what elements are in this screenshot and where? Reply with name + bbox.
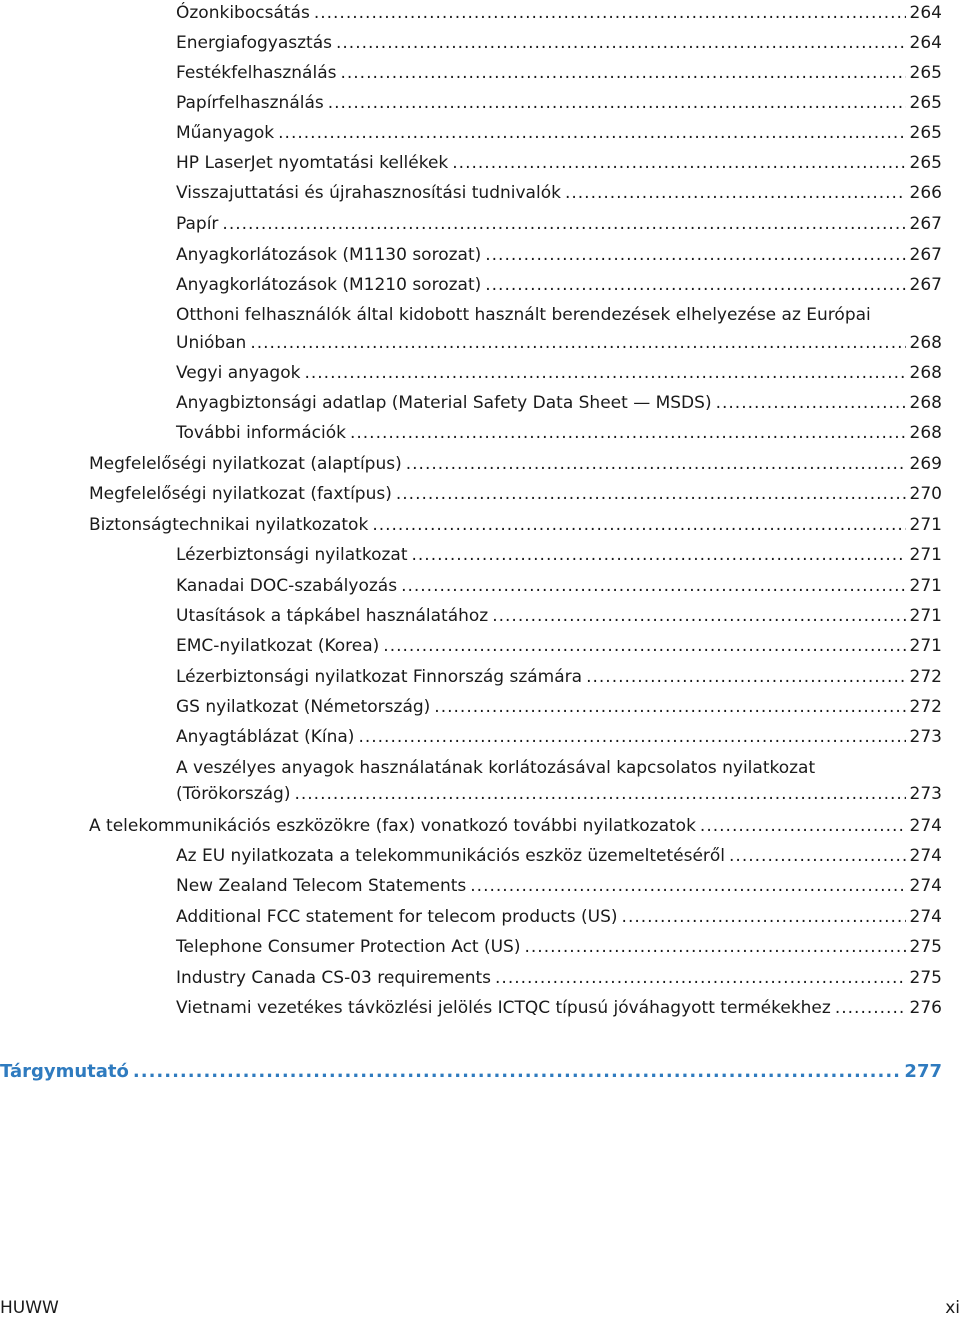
toc-entry-title: További információk <box>176 423 346 443</box>
toc-entry[interactable] <box>176 696 942 718</box>
toc-entry-title: Festékfelhasználás <box>176 63 337 83</box>
toc-entry[interactable] <box>176 304 942 354</box>
toc-entry-title-line1: A veszélyes anyagok használatának korlátozásával kapcsolatos nyilatkozat <box>176 758 816 778</box>
toc-entry-page: 275 <box>909 937 942 957</box>
toc-entry-page: 274 <box>909 816 942 836</box>
toc-entry-page: 267 <box>909 275 942 295</box>
toc-entry-page: 265 <box>909 63 942 83</box>
toc-entry-page: 271 <box>909 576 942 596</box>
toc-entry-title: Anyagtáblázat (Kína) <box>176 727 355 747</box>
toc-entry-page: 273 <box>909 727 942 747</box>
toc-entry-title: Kanadai DOC-szabályozás <box>176 576 398 596</box>
toc-entry-page: 270 <box>909 484 942 504</box>
toc-entry-title: Az EU nyilatkozata a telekommunikációs eszköz üzemeltetéséről <box>176 846 726 866</box>
dot-leader <box>133 1061 901 1083</box>
dot-leader <box>470 875 905 897</box>
toc-entry-page: 275 <box>909 968 942 988</box>
toc-entry-page: 268 <box>909 363 942 383</box>
dot-leader <box>485 244 905 266</box>
toc-entry[interactable] <box>176 544 942 566</box>
toc-entry[interactable] <box>176 997 942 1019</box>
toc-entry-title: Ózonkibocsátás <box>176 3 310 23</box>
toc-entry-title: Anyagkorlátozások (M1210 sorozat) <box>176 275 482 295</box>
toc-entry-page: 274 <box>909 907 942 927</box>
toc-entry-title: HP LaserJet nyomtatási kellékek <box>176 153 449 173</box>
toc-entry-title: New Zealand Telecom Statements <box>176 876 467 896</box>
toc-entry-page: 271 <box>909 606 942 626</box>
dot-leader <box>452 152 905 174</box>
toc-entry-page: 266 <box>909 183 942 203</box>
dot-leader <box>383 635 905 657</box>
toc-entry-title: Műanyagok <box>176 123 275 143</box>
toc-entry[interactable] <box>176 875 942 897</box>
dot-leader <box>716 392 906 414</box>
toc-entry[interactable] <box>176 422 942 444</box>
toc-entry[interactable] <box>176 936 942 958</box>
toc-entry-title: Energiafogyasztás <box>176 33 332 53</box>
dot-leader <box>314 2 906 24</box>
toc-entry[interactable] <box>176 213 942 235</box>
dot-leader <box>250 332 905 354</box>
toc-entry[interactable] <box>176 92 942 114</box>
toc-entry-title: Biztonságtechnikai nyilatkozatok <box>89 515 369 535</box>
dot-leader <box>304 362 905 384</box>
toc-entry-page: 264 <box>909 33 942 53</box>
toc-entry-page: 268 <box>909 333 942 353</box>
toc-entry-title: Lézerbiztonsági nyilatkozat <box>176 545 408 565</box>
toc-entry-page: 268 <box>909 393 942 413</box>
toc-entry[interactable] <box>89 453 942 475</box>
toc-entry-title: EMC-nyilatkozat (Korea) <box>176 636 380 656</box>
toc-entry[interactable] <box>176 757 942 805</box>
index-title: Tárgymutató <box>0 1061 129 1082</box>
toc-entry[interactable] <box>89 483 942 505</box>
toc-entry[interactable] <box>176 182 942 204</box>
dot-leader <box>434 696 905 718</box>
toc-entry-title: Megfelelőségi nyilatkozat (faxtípus) <box>89 484 392 504</box>
toc-index-entry[interactable] <box>0 1061 942 1083</box>
dot-leader <box>278 122 905 144</box>
dot-leader <box>358 726 905 748</box>
toc-entry[interactable] <box>176 575 942 597</box>
toc-entry[interactable] <box>176 62 942 84</box>
toc-entry-page: 267 <box>909 214 942 234</box>
toc-entry-page: 273 <box>909 784 942 804</box>
toc-entry[interactable] <box>176 244 942 266</box>
toc-entry-title: Lézerbiztonsági nyilatkozat Finnország számára <box>176 667 583 687</box>
dot-leader <box>524 936 905 958</box>
toc-entry-page: 276 <box>909 998 942 1018</box>
toc-entry-page: 265 <box>909 93 942 113</box>
toc-entry-title-line1: Otthoni felhasználók által kidobott használt berendezések elhelyezése az Európai <box>176 305 871 325</box>
toc-entry-title: GS nyilatkozat (Németország) <box>176 697 431 717</box>
dot-leader <box>222 213 905 235</box>
toc-entry-title: Additional FCC statement for telecom products (US) <box>176 907 618 927</box>
dot-leader <box>406 453 906 475</box>
dot-leader <box>328 92 906 114</box>
toc-entry-page: 264 <box>909 3 942 23</box>
toc-entry[interactable] <box>89 815 942 837</box>
toc-entry[interactable] <box>176 845 942 867</box>
dot-leader <box>396 483 906 505</box>
footer-page-number: xi <box>945 1298 960 1318</box>
toc-entry-title: Unióban <box>176 333 247 353</box>
dot-leader <box>401 575 905 597</box>
toc-entry-page: 267 <box>909 245 942 265</box>
dot-leader <box>495 967 906 989</box>
toc-entry-title: Industry Canada CS-03 requirements <box>176 968 492 988</box>
toc-entry-page: 265 <box>909 153 942 173</box>
toc-entry[interactable] <box>176 635 942 657</box>
toc-entry[interactable] <box>176 152 942 174</box>
toc-entry-page: 272 <box>909 667 942 687</box>
toc-entry-title: Utasítások a tápkábel használatához <box>176 606 489 626</box>
toc-entry-page: 269 <box>909 454 942 474</box>
dot-leader <box>586 666 905 688</box>
toc-entry-title: Telephone Consumer Protection Act (US) <box>176 937 521 957</box>
toc-entry[interactable] <box>176 32 942 54</box>
dot-leader <box>729 845 906 867</box>
toc-entry-title: Vietnami vezetékes távközlési jelölés ICTQC típusú jóváhagyott termékekhez <box>176 998 831 1018</box>
dot-leader <box>835 997 906 1019</box>
toc-entry-page: 271 <box>909 636 942 656</box>
dot-leader <box>336 32 906 54</box>
toc-entry[interactable] <box>176 392 942 414</box>
toc-entry-title: Papír <box>176 214 219 234</box>
dot-leader <box>485 274 905 296</box>
toc-entry-page: 274 <box>909 846 942 866</box>
dot-leader <box>565 182 906 204</box>
dot-leader <box>411 544 905 566</box>
toc-entry-page: 268 <box>909 423 942 443</box>
dot-leader <box>622 906 906 928</box>
toc-entry-page: 271 <box>909 515 942 535</box>
toc-entry-page: 272 <box>909 697 942 717</box>
dot-leader <box>350 422 906 444</box>
toc-entry[interactable] <box>176 274 942 296</box>
toc-entry[interactable] <box>176 605 942 627</box>
dot-leader <box>294 783 905 805</box>
toc-entry-title: (Törökország) <box>176 784 291 804</box>
toc-entry-page: 265 <box>909 123 942 143</box>
toc-entry-page: 271 <box>909 545 942 565</box>
footer-language-code: HUWW <box>0 1298 59 1318</box>
dot-leader <box>700 815 906 837</box>
toc-entry-title: Papírfelhasználás <box>176 93 324 113</box>
toc-entry[interactable] <box>176 726 942 748</box>
toc-entry[interactable] <box>89 514 942 536</box>
toc-entry[interactable] <box>176 362 942 384</box>
toc-entry[interactable] <box>176 906 942 928</box>
toc-entry-title: Anyagkorlátozások (M1130 sorozat) <box>176 245 482 265</box>
dot-leader <box>340 62 905 84</box>
toc-entry-title: Megfelelőségi nyilatkozat (alaptípus) <box>89 454 402 474</box>
dot-leader <box>492 605 905 627</box>
toc-entry[interactable] <box>176 967 942 989</box>
dot-leader <box>372 514 905 536</box>
toc-entry-title: Vegyi anyagok <box>176 363 301 383</box>
toc-entry-page: 274 <box>909 876 942 896</box>
toc-entry[interactable] <box>176 666 942 688</box>
toc-entry-title: A telekommunikációs eszközökre (fax) vonatkozó további nyilatkozatok <box>89 816 696 836</box>
index-page: 277 <box>904 1061 942 1082</box>
toc-entry-title: Anyagbiztonsági adatlap (Material Safety Data Sheet — MSDS) <box>176 393 712 413</box>
toc-entry[interactable] <box>176 122 942 144</box>
toc-entry[interactable] <box>176 2 942 24</box>
toc-entry-title: Visszajuttatási és újrahasznosítási tudnivalók <box>176 183 561 203</box>
